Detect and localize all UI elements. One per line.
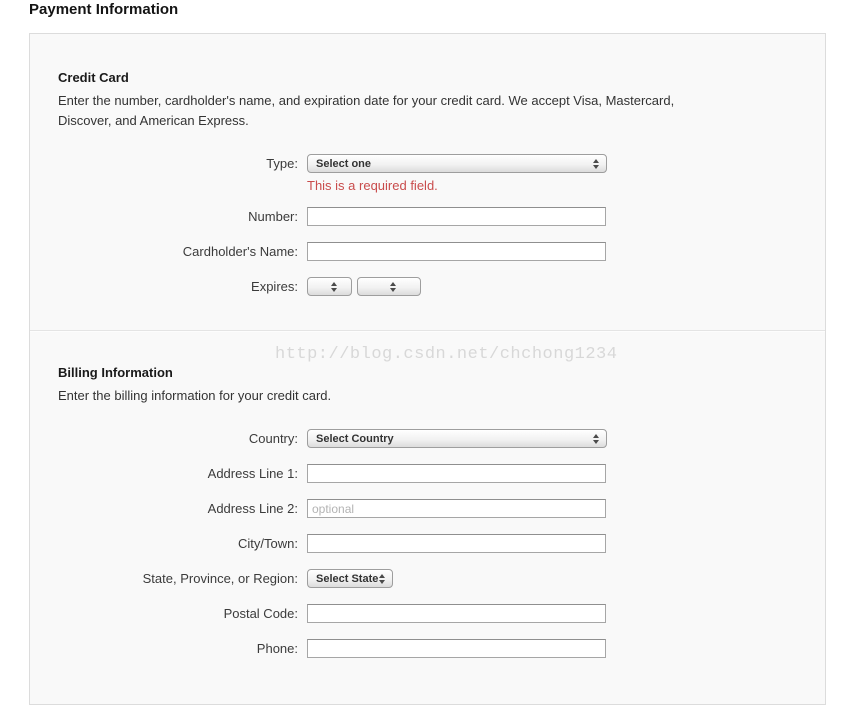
country-select[interactable]	[307, 429, 607, 448]
country-selected-value: Select Country	[316, 432, 394, 445]
phone-row	[30, 639, 825, 658]
section-divider	[30, 330, 825, 332]
address-line1-input[interactable]	[307, 464, 606, 483]
postal-code-input[interactable]	[307, 604, 606, 623]
card-type-select[interactable]	[307, 154, 607, 173]
city-label: City/Town:	[238, 536, 298, 551]
expires-row	[30, 277, 825, 296]
cardholder-name-row	[30, 242, 825, 261]
billing-heading: Billing Information	[58, 365, 173, 380]
cardholder-name-input[interactable]	[307, 242, 606, 261]
select-arrows-icon	[331, 282, 337, 292]
credit-card-section	[30, 70, 825, 296]
select-arrows-icon	[379, 574, 392, 584]
postal-code-label: Postal Code:	[223, 606, 298, 621]
payment-page	[29, 0, 826, 705]
expires-month-select[interactable]	[307, 277, 352, 296]
state-label: State, Province, or Region:	[142, 571, 298, 586]
billing-section	[30, 365, 825, 658]
card-type-label: Type:	[266, 156, 298, 171]
card-type-error-row	[30, 178, 825, 193]
credit-card-description	[58, 91, 825, 131]
select-arrows-icon	[390, 282, 396, 292]
select-arrows-icon	[593, 434, 606, 444]
city-row	[30, 534, 825, 553]
address-line1-row	[30, 464, 825, 483]
state-row	[30, 569, 825, 588]
card-type-row	[30, 154, 825, 173]
phone-input[interactable]	[307, 639, 606, 658]
expires-year-select[interactable]	[357, 277, 421, 296]
page-title: Payment Information	[29, 1, 179, 18]
card-number-label: Number:	[248, 209, 298, 224]
required-field-error: This is a required field.	[307, 178, 438, 193]
card-number-input[interactable]	[307, 207, 606, 226]
address-line2-input[interactable]	[307, 499, 606, 518]
country-row	[30, 429, 825, 448]
state-selected-value: Select State	[316, 572, 379, 585]
expires-label: Expires:	[251, 279, 298, 294]
postal-code-row	[30, 604, 825, 623]
address-line1-label: Address Line 1:	[207, 466, 298, 481]
watermark-text: http://blog.csdn.net/chchong1234	[275, 345, 618, 364]
address-line2-row	[30, 499, 825, 518]
state-select[interactable]	[307, 569, 393, 588]
billing-description: Enter the billing information for your credit card.	[58, 388, 332, 403]
city-input[interactable]	[307, 534, 606, 553]
credit-card-heading: Credit Card	[58, 70, 129, 85]
credit-card-description-line2: Discover, and American Express.	[58, 113, 249, 128]
credit-card-description-line1: Enter the number, cardholder's name, and expiration date for your credit card. We accept Visa, Mastercard,	[58, 93, 675, 108]
phone-label: Phone:	[256, 641, 298, 656]
card-number-row	[30, 207, 825, 226]
card-type-selected-value: Select one	[316, 157, 372, 170]
address-line2-label: Address Line 2:	[207, 501, 298, 516]
payment-panel	[29, 33, 826, 705]
country-label: Country:	[248, 431, 298, 446]
select-arrows-icon	[593, 159, 606, 169]
cardholder-name-label: Cardholder's Name:	[182, 244, 298, 259]
